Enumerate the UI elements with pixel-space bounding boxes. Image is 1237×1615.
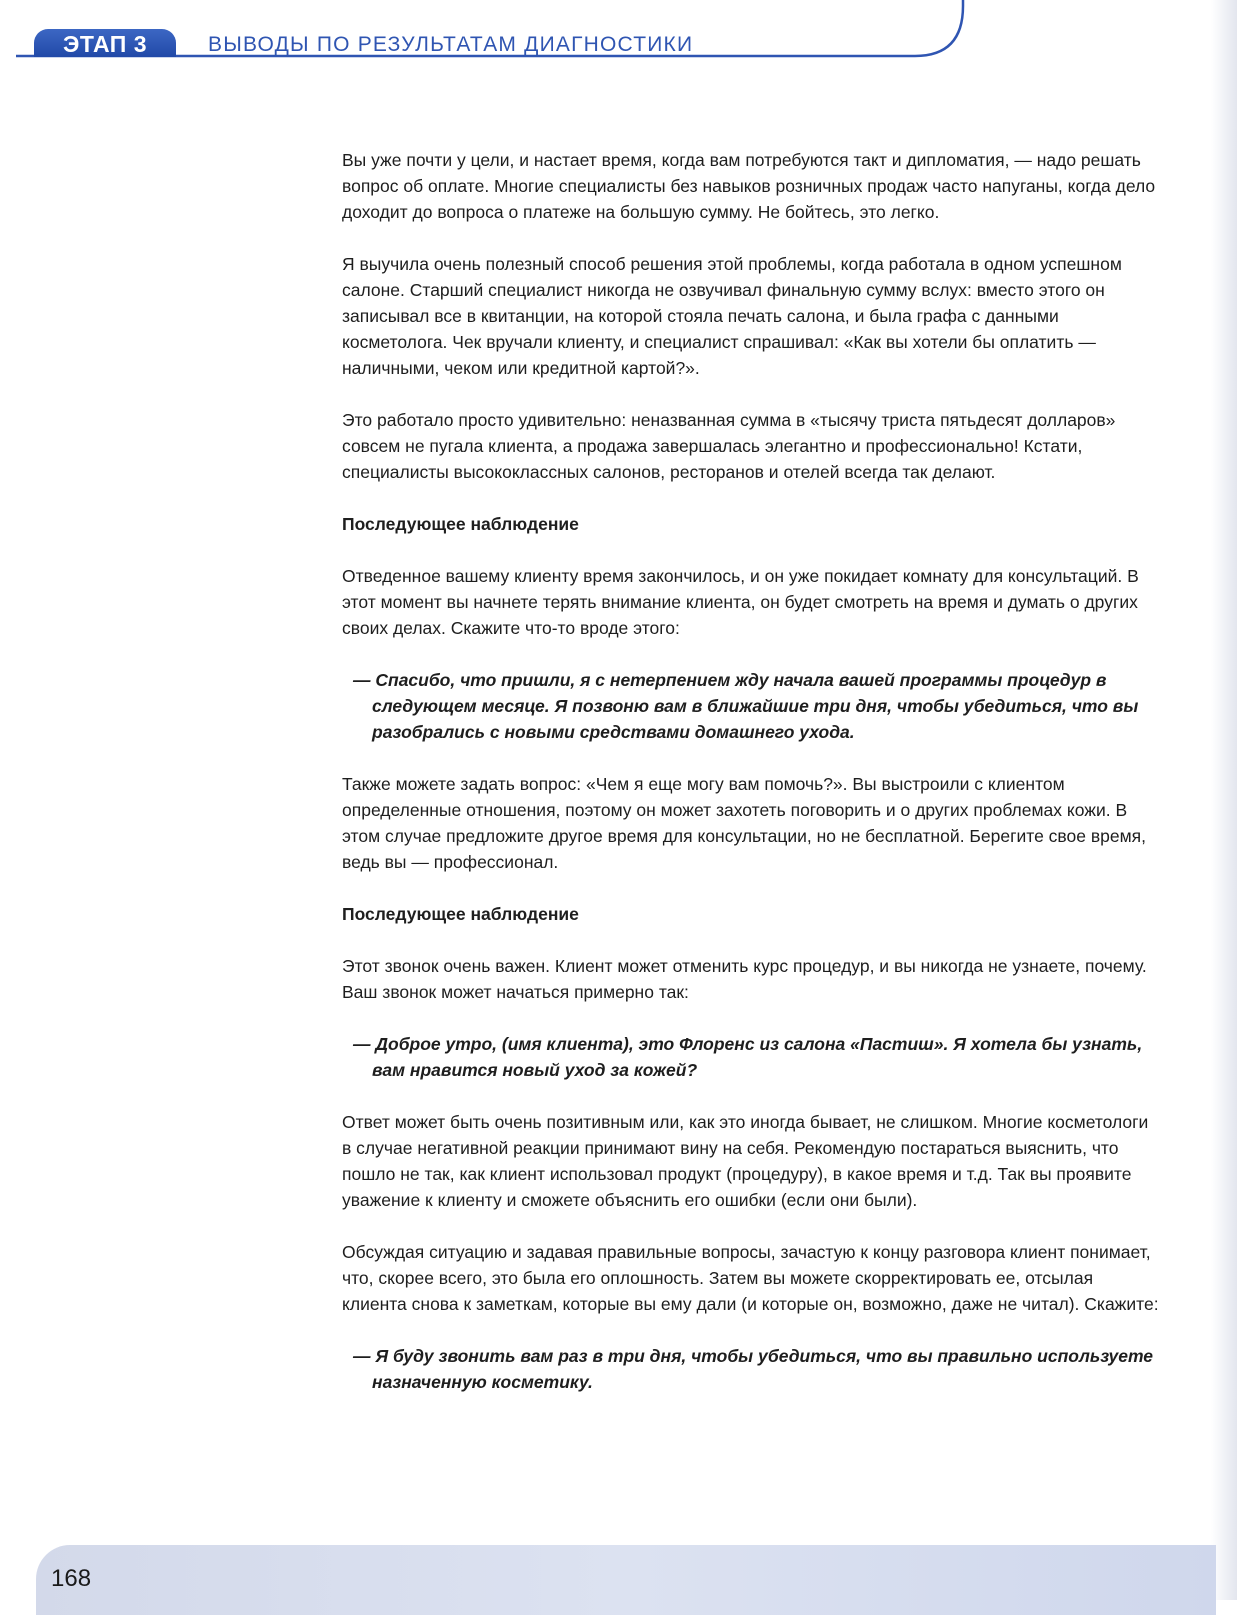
- subheading: Последующее наблюдение: [342, 514, 579, 534]
- section-title: ВЫВОДЫ ПО РЕЗУЛЬТАТАМ ДИАГНОСТИКИ: [208, 33, 694, 56]
- paragraph: Я выучила очень полезный способ решения этой проблемы, когда работала в одном успешном салоне. Старший специалист никогда не озвучивал финальную сумму вслух: вместо этого он записывал все в квитанции, на которой стояла печать салона, и была графа с данными косметолога. Чек вручали клиенту, и специалист спрашивал: «Как вы хотели бы оплатить — наличными, чеком или кредитной картой?».: [342, 254, 1122, 378]
- footer-band: [36, 1545, 1216, 1615]
- paragraph: Этот звонок очень важен. Клиент может отменить курс процедур, и вы никогда не узнаете, почему. Ваш звонок может начаться примерно так:: [342, 956, 1147, 1002]
- subheading: Последующее наблюдение: [342, 904, 579, 924]
- page-header: [0, 0, 1000, 70]
- paragraph: Также можете задать вопрос: «Чем я еще могу вам помочь?». Вы выстроили с клиентом определенные отношения, поэтому он может захотеть поговорить и о других проблемах кожи. В этом случае предложите другое время для консультации, но не бесплатной. Берегите свое время, ведь вы — профессионал.: [342, 774, 1146, 872]
- stage-badge: ЭТАП 3: [34, 29, 176, 57]
- dialogue-quote: — Спасибо, что пришли, я с нетерпением жду начала вашей программы процедур в следующем месяце. Я позвоню вам в ближайшие три дня, чтобы убедиться, что вы разобрались с новыми средствами домашнего ухода.: [353, 670, 1139, 742]
- paragraph: Это работало просто удивительно: неназванная сумма в «тысячу триста пятьдесят долларов» совсем не пугала клиента, а продажа завершалась элегантно и профессионально! Кстати, специалисты высококлассных салонов, ресторанов и отелей всегда так делают.: [342, 410, 1116, 482]
- page-number: 168: [51, 1565, 92, 1592]
- paragraph: Вы уже почти у цели, и настает время, когда вам потребуются такт и дипломатия, — надо решать вопрос об оплате. Многие специалисты без навыков розничных продаж часто напуганы, когда дело доходит до вопроса о платеже на большую сумму. Не бойтесь, это легко.: [342, 150, 1156, 222]
- dialogue-quote: — Я буду звонить вам раз в три дня, чтобы убедиться, что вы правильно используете назначенную косметику.: [353, 1346, 1154, 1392]
- paragraph: Ответ может быть очень позитивным или, как это иногда бывает, не слишком. Многие косметологи в случае негативной реакции принимают вину на себя. Рекомендую постараться выяснить, что пошло не так, как клиент использовал продукт (процедуру), в какое время и т.д. Так вы проявите уважение к клиенту и сможете объяснить его ошибки (если они были).: [342, 1112, 1149, 1210]
- paragraph: Отведенное вашему клиенту время закончилось, и он уже покидает комнату для консультаций. В этот момент вы начнете терять внимание клиента, он будет смотреть на время и думать о других своих делах. Скажите что-то вроде этого:: [342, 566, 1139, 638]
- paragraph: Обсуждая ситуацию и задавая правильные вопросы, зачастую к концу разговора клиент понимает, что, скорее всего, это была его оплошность. Затем вы можете скорректировать ее, отсылая клиента снова к заметкам, которые вы ему дали (и которые он, возможно, даже не читал). Скажите:: [342, 1242, 1159, 1314]
- main-text: [342, 147, 1162, 1421]
- dialogue-quote: — Доброе утро, (имя клиента), это Флоренс из салона «Пастиш». Я хотела бы узнать, вам нравится новый уход за кожей?: [353, 1034, 1143, 1080]
- page-edge-shadow: [1211, 0, 1237, 1600]
